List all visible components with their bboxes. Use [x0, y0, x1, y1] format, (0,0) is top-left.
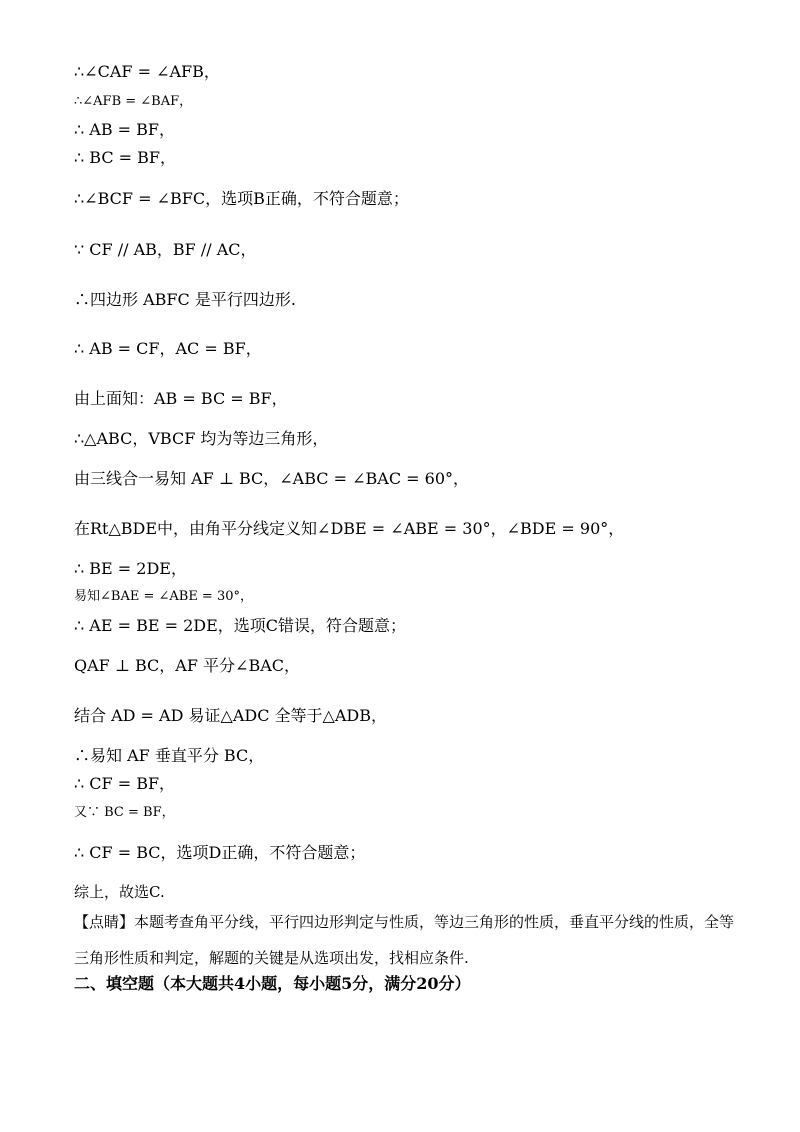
- solution-line: ∴ AE = BE = 2DE，选项C错误，符合题意；: [74, 616, 407, 635]
- solution-line: ∴ BE = 2DE，: [74, 559, 187, 578]
- solution-line: ∵ CF // AB，BF // AC，: [74, 240, 257, 259]
- solution-line: ∴四边形 ABFC 是平行四边形.: [74, 290, 296, 309]
- solution-line: 在Rt△BDE中，由角平分线定义知∠DBE = ∠ABE = 30°，∠BDE = 90°，: [74, 519, 625, 538]
- solution-line: ∴ AB = CF，AC = BF，: [74, 339, 262, 358]
- solution-line: 由上面知：AB = BC = BF，: [74, 389, 288, 408]
- solution-line: QAF ⊥ BC，AF 平分∠BAC，: [74, 656, 300, 675]
- solution-line: ∴△ABC，VBCF 均为等边三角形，: [74, 429, 329, 448]
- solution-line: ∴ BC = BF，: [74, 148, 177, 167]
- solution-line: 综上，故选C.: [74, 883, 165, 901]
- solution-line: ∴ AB = BF，: [74, 120, 176, 139]
- solution-line: ∴∠BCF = ∠BFC，选项B正确，不符合题意；: [74, 189, 409, 208]
- solution-line: 结合 AD = AD 易证△ADC 全等于△ADB，: [74, 706, 387, 725]
- solution-line: 又∵ BC = BF，: [74, 805, 175, 820]
- solution-line: ∴易知 AF 垂直平分 BC，: [74, 746, 265, 765]
- section-heading: 二、填空题（本大题共4小题，每小题5分，满分20分）: [74, 974, 471, 993]
- key-point-note: 【点睛】本题考查角平分线，平行四边形判定与性质，等边三角形的性质，垂直平分线的性质，全等三角形性质和判定，解题的关键是从选项出发，找相应条件.: [74, 913, 735, 967]
- solution-line: ∴ CF = BF，: [74, 774, 176, 793]
- solution-line: 由三线合一易知 AF ⊥ BC，∠ABC = ∠BAC = 60°，: [74, 469, 469, 488]
- solution-line: ∴∠CAF = ∠AFB，: [74, 62, 220, 81]
- solution-line: ∴∠AFB = ∠BAF，: [74, 94, 193, 109]
- solution-line: 易知∠BAE = ∠ABE = 30°，: [74, 589, 254, 604]
- solution-line: ∴ CF = BC，选项D正确，不符合题意；: [74, 843, 366, 862]
